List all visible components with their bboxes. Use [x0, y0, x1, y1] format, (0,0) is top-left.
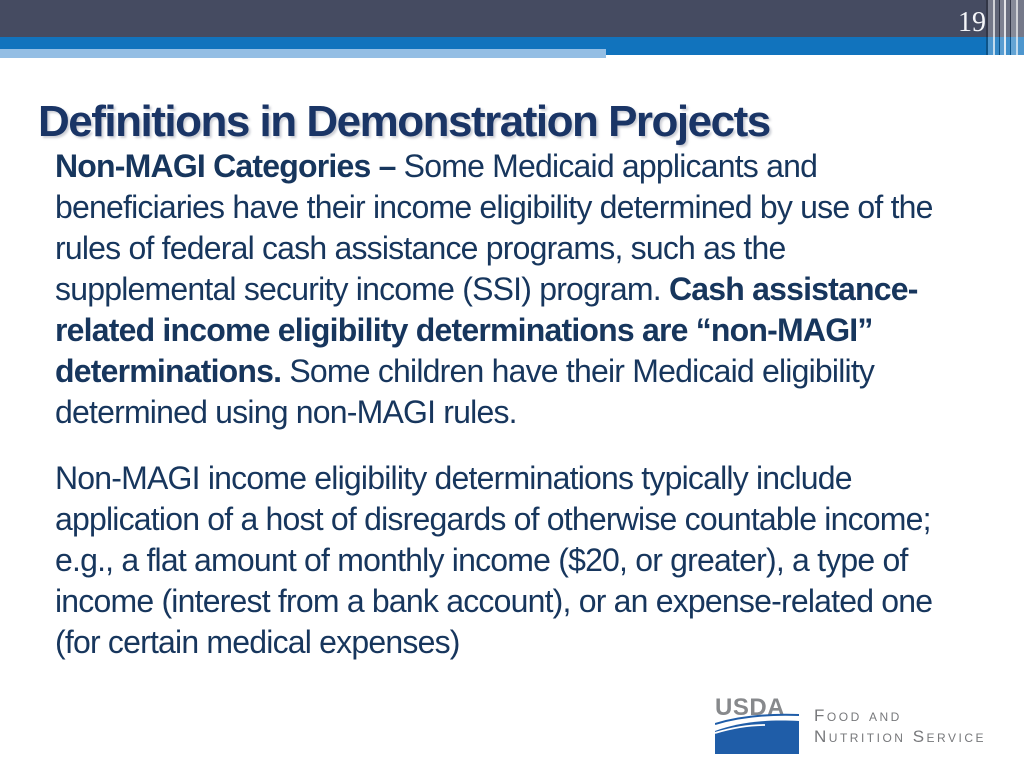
slide-title: Definitions in Demonstration Projects: [38, 97, 770, 147]
body-run: Some Medicaid applicants and beneficiaries have their income eligibility determined by use of the rules of federal cash assistance programs, such as the supplemental security income (SSI) program.: [55, 148, 933, 307]
usda-fns-logo: [715, 697, 986, 754]
body-run: Cash assistance-related income eligibility determinations are “non-MAGI” determinations.: [55, 271, 918, 389]
agency-line-2: Nutrition Service: [814, 727, 986, 746]
body-run: Non-MAGI income eligibility determinations typically include application of a host of disregards of otherwise countable income; e.g., a flat amount of monthly income ($20, or greater), a type of income (interest from a bank account), or an expense-related one (for certain medical expenses): [55, 460, 933, 660]
body-run: Non-MAGI Categories –: [55, 148, 404, 184]
usda-logo-icon: [715, 697, 799, 754]
paragraph-non-magi-categories: [55, 146, 967, 433]
slide-body: [55, 146, 967, 688]
paragraph-non-magi-income: [55, 458, 967, 663]
page-number: 19: [958, 7, 986, 38]
agency-line-1: Food and: [814, 706, 902, 725]
header-lightblue-accent-bar: [0, 49, 606, 58]
header-stripe-decoration: [986, 0, 1024, 55]
body-run: Some children have their Medicaid eligibility determined using non-MAGI rules.: [55, 353, 875, 430]
header-dark-bar: [0, 0, 1024, 37]
svg-text:USDA: USDA: [715, 697, 786, 721]
usda-agency-name: [814, 705, 986, 747]
